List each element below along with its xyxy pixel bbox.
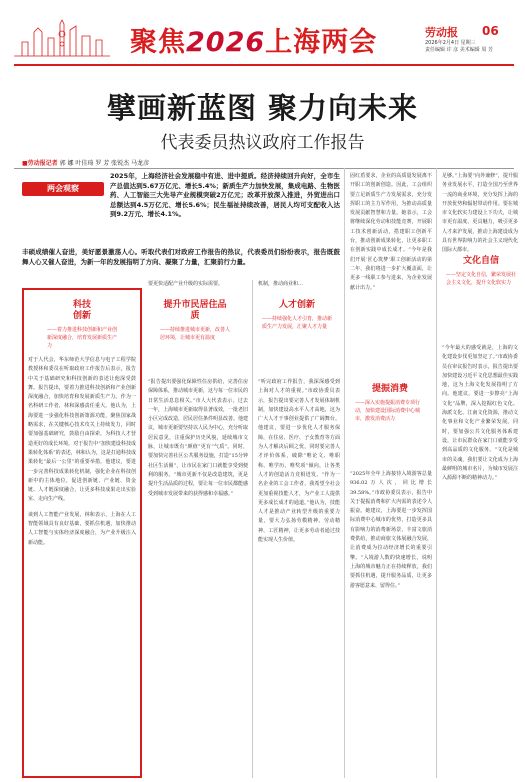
paper-logo: 劳动报 bbox=[425, 26, 458, 39]
culture-callout-title: 文化自信 bbox=[462, 256, 499, 266]
page-number: 06 bbox=[482, 24, 499, 38]
masthead bbox=[0, 0, 525, 64]
lead-paragraph-2: 丰硕成绩催人奋进，美好愿景激荡人心。听取代表们对政府工作报告的热议，代表委员们纷纷表示，报告既鼓舞人心又催人奋进，为新一年的发展指明了方向、凝聚了力量，汇聚前行力量。 bbox=[22, 248, 340, 266]
column-3-intro: 机制，推动商业和… bbox=[258, 281, 304, 287]
byline: ■劳动报记者 郭 娜 叶佳琦 罗 芳 张锐杰 马龙彦 bbox=[22, 160, 150, 167]
housing-callout bbox=[160, 300, 230, 342]
lead-paragraph: 2025年，上海经济社会发展稳中有进、进中提质。经济持续回升向好，全市生产总值达到5.67万亿元、增长5.4%；新质生产力加快发展，集成电路、生物医药、人工智能三大先导产业规模突破2万亿元；改革开放深入推进，外贸进出口总额达到4.5万亿元、增长5.6%；民生福祉持续改善，居民人均可支配收入达到9.2万元、增长4.1%。 bbox=[110, 172, 340, 219]
talent-callout-quote: ——持续强化人才引育，推动新质生产力发展，汇聚人才力量 bbox=[262, 316, 333, 330]
consumption-callout-quote: ——深入实施提振消费专项行动，加快建设国际消费中心城市，激发消费活力 bbox=[355, 400, 421, 422]
column-4-body-top: 固红盾要求，企业的高质量发展离不开职工的创新创造。因此，工会组织要立足新质生产力发展需求，充分发挥职工的主力军作用，为推动高质量发展贡献智慧和力量。她表示，工会将继续深化劳动和技能竞赛，开展职工技术创新活动，搭建职工创新平台，推动创新成果转化，让更多职工在创新实践中成长成才。“今年是我们开展‘匠心筑梦’职工创新活动的第二年，我们将进一步扩大覆盖面，让更多一线职工参与进来，为企业发展献计出力。” bbox=[350, 173, 432, 291]
column-divider bbox=[252, 280, 253, 778]
section-badge: 两会观察 bbox=[22, 182, 104, 196]
banner-title: 聚焦2026上海两会 bbox=[130, 27, 378, 58]
culture-callout bbox=[446, 256, 516, 287]
talent-callout bbox=[262, 300, 332, 331]
byline-rule bbox=[14, 168, 514, 169]
box-title: 科技创新 bbox=[72, 300, 91, 321]
culture-callout-quote: ——坚定文化自信，繁荣发展社会主义文化，提升文化软实力 bbox=[446, 272, 517, 286]
issue-meta: 2026年2月4日 星期三 责任编辑 许 彦 美术编辑 周 芳 bbox=[425, 40, 493, 53]
housing-callout-title: 提升市民居住品质 bbox=[163, 300, 227, 321]
consumption-callout-title: 提振消费 bbox=[371, 384, 408, 394]
box-quote: ——着力推进科技创新和产业创新深度融合，培育发展新质生产力 bbox=[47, 327, 118, 349]
housing-callout-quote: ——持续推进城市更新，改善人居环境，让城市更有温度 bbox=[160, 327, 231, 341]
city-skyline-icon bbox=[12, 18, 112, 58]
column-5-body-top: 足够。”上海要“向外兼修”，提升服务业发展水平，打造全国乃至世界一流的商业环境，充分发挥上海的开放优势和辐射带动作用。要在城市文化软实力建设上下功夫，让城市更有温度、更具魅力，吸引更多人才来沪发展，推动上海建设成为具有世界影响力的社会主义现代化国际大都市。 bbox=[442, 173, 518, 254]
subheadline: 代表委员热议政府工作报告 bbox=[160, 133, 365, 153]
column-2-body: “报告提出要强化保障性住房供给，完善住房保障体系，推动城市更新，这与每一位市民的日常生活息息相关。”市人大代表表示，过去一年，上海城市更新取得显著成效，一批老旧小区完成改造，居民居住条件明显改善。他建议，城市更新要坚持以人民为中心，充分听取居民意见，注重保护历史风貌，延续城市文脉，让城市既有“颜值”更有“气质”。同时，要加快完善社区公共服务设施，打造“15分钟社区生活圈”，让市民在家门口就能享受到便利的服务。“城市更新不仅是改造建筑，更是提升生活品质的过程，要让每一位市民都能感受到城市发展带来的获得感和幸福感。” bbox=[148, 379, 249, 497]
column-divider bbox=[436, 168, 437, 778]
science-innovation-box bbox=[22, 288, 142, 778]
header-divider bbox=[14, 64, 514, 66]
column-5-body-bottom: “今年最大的感受就是，上海的文化建设步伐更加坚定了。”市政协委员在审议报告时表示，报告提出要加快建设习近平文化思想最佳实践地，这为上海文化发展指明了方向。他建议，要进一步擦亮“上海文化”品牌，深入挖掘红色文化、海派文化、江南文化资源，推动文化事业和文化产业繁荣发展。同时，要加强公共文化服务体系建设，让市民群众在家门口就能享受到高品质的文化服务。“文化是城市的灵魂，我们要让文化成为上海最鲜明的城市名片，为城市发展注入源源不断的精神动力。” bbox=[442, 345, 518, 482]
headline: 擘画新蓝图 聚力向未来 bbox=[106, 91, 419, 125]
column-3-body: “听完政府工作报告，我深深感受到上海对人才的重视。”市政协委员表示，报告提出要完善人才发展体制机制，加快建设高水平人才高地，这为广大人才干事创业提供了广阔舞台。他建议，要进一步优化人才服务保障，在住房、医疗、子女教育等方面为人才解决后顾之忧，同时要完善人才评价体系，破除“唯论文、唯职称、唯学历、唯奖项”倾向，让各类人才的创造活力竞相迸发。“作为一名企业的工会工作者，我希望全社会更加重视技能人才，为产业工人提供更多成长成才的通道。”他认为，技能人才是推动产业转型升级的重要力量，要大力弘扬劳模精神、劳动精神、工匠精神，让更多劳动者通过技能实现人生价值。 bbox=[258, 379, 340, 544]
consumption-callout bbox=[355, 384, 425, 423]
box-body-2: 谈到人工智能产业发展，林和表示，上海在人工智能领域具有良好基础，要抓住机遇，加快推动人工智能与实体经济深度融合，为产业升级注入新动能。 bbox=[28, 511, 136, 546]
talent-callout-title: 人才创新 bbox=[278, 300, 315, 310]
column-divider bbox=[344, 168, 345, 778]
column-2-intro: 要更快适配产业升级的实际需要。 bbox=[148, 281, 224, 287]
box-body: 对于人代会，华东师范大学信息与电子工程学院教授林和委员在听取政府工作报告后表示，报告中关于基础研究和科技创新的表述让他深受鼓舞。报告提出，要着力推进科技创新和产业创新深度融合，加快培育和发展新质生产力。作为一名科研工作者，林和深感责任重大。他认为，上海要进一步强化科技创新策源功能，聚焦国家战略需求，在关键核心技术攻关上持续发力，同时要加强基础研究，鼓励自由探索，为科技人才营造更好的成长环境。对于报告中“加快建设科技成果转化体系”的表述，林和认为，这是打通科技成果转化“最后一公里”的重要举措。他建议，要进一步完善科技成果转化机制，强化企业在科技创新中的主体地位，促进创新链、产业链、资金链、人才链深度融合，让更多科技成果走出实验室、走向生产线。 bbox=[28, 357, 136, 503]
column-4-body-bottom: “2025年全年上海接待入境游客总量936.02万人次，同比增长39.58%。”市政协委员表示，报告中关于提振消费和扩大内需的表述令人振奋。她建议，上海要进一步发挥国际消费中心城市的优势，打造更多具有影响力的消费新场景，丰富文旅消费供给，推动商旅文体展融合发展，让消费成为拉动经济增长的重要引擎。“入境游人数的快速增长，说明上海的城市魅力正在持续释放，我们要抓住机遇，提升服务品质，让更多游客愿意来、留得住。” bbox=[350, 471, 432, 589]
